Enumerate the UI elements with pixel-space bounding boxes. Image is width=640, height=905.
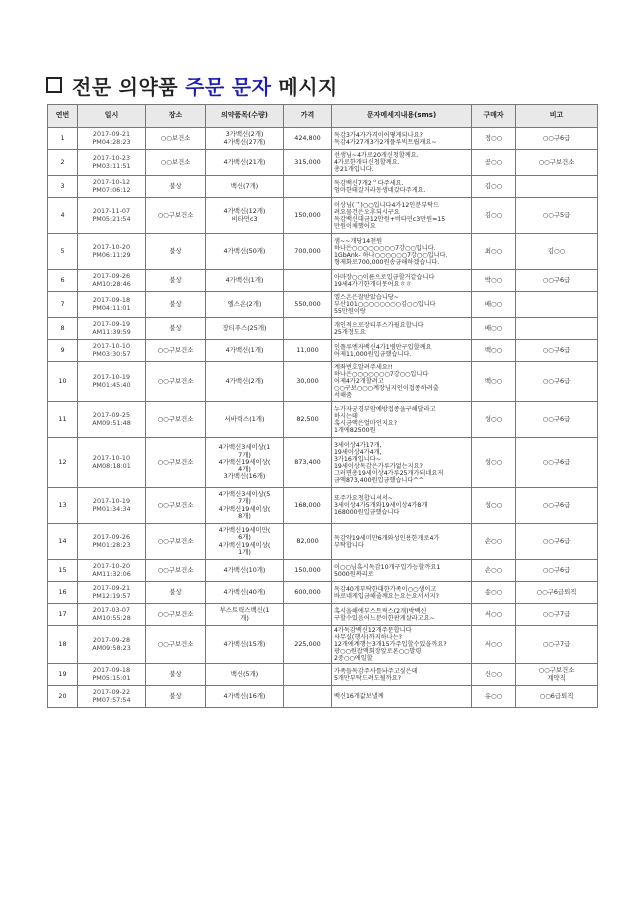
cell-message: 엘스온은잘받았습니당~ 부산101○○○○○○○○김○○입니다 55만원이랑: [332, 292, 472, 318]
table-row: [48, 664, 598, 686]
cell-no: 17: [48, 604, 78, 626]
cell-note: 김○○: [516, 234, 598, 270]
cell-price: 315,000: [284, 150, 332, 176]
table-row: [48, 560, 598, 582]
cell-no: 1: [48, 128, 78, 150]
cell-buyer: 공○○: [472, 150, 516, 176]
cell-place: ○○구보건소: [146, 438, 206, 488]
cell-place: 불상: [146, 664, 206, 686]
cell-place: ○○구보건소: [146, 560, 206, 582]
cell-note: ○○구보건소 계약직: [516, 664, 598, 686]
cell-note: ○○구5급: [516, 198, 598, 234]
cell-note: ○○구6급: [516, 524, 598, 560]
cell-no: 19: [48, 664, 78, 686]
cell-buyer: 김○○: [472, 198, 516, 234]
cell-place: ○○구보건소: [146, 626, 206, 664]
title-word-5: 메시지: [278, 74, 338, 99]
cell-item: 4가백신3세이상(1 7개) 4가백신19세이상( 4개) 3가백신(16개): [206, 438, 284, 488]
cell-no: 5: [48, 234, 78, 270]
table-row: [48, 198, 598, 234]
cell-item: 4가백신(10개): [206, 560, 284, 582]
cell-no: 6: [48, 270, 78, 292]
cell-item: 4가백신(40개): [206, 582, 284, 604]
cell-no: 12: [48, 438, 78, 488]
col-header-buyer: 구매자: [472, 105, 516, 128]
cell-no: 9: [48, 340, 78, 362]
cell-note: ○○구6급: [516, 402, 598, 438]
cell-note: ○○구6급: [516, 340, 598, 362]
cell-datetime: 2017-09-25 AM09:51:48: [78, 402, 146, 438]
cell-datetime: 2017-09-19 AM11:39:59: [78, 318, 146, 340]
cell-message: 독감40개부탁한대한가족이○○생이고 바로네게입금해줄께요는요는요서서지?: [332, 582, 472, 604]
cell-message: 아마장○○이름으로입금할거같습니다 19세4가기한개더못어요ㅎㅎ: [332, 270, 472, 292]
cell-no: 4: [48, 198, 78, 234]
cell-datetime: 2017-10-12 PM07:06:12: [78, 176, 146, 198]
cell-price: [284, 318, 332, 340]
cell-price: 150,000: [284, 560, 332, 582]
cell-price: 225,000: [284, 626, 332, 664]
checkbox-square-icon: [46, 77, 62, 93]
cell-message: 계좌번호알려주세요!! 하나은○○○○○○○7강○○입니다 어제4가2개할려고 ○○구보○○○계장님지인이접종하려출 서해줌: [332, 362, 472, 402]
cell-place: ○○구보건소: [146, 524, 206, 560]
cell-buyer: 백○○: [472, 362, 516, 402]
title-word-3: 주문: [185, 74, 225, 99]
table-row: [48, 340, 598, 362]
cell-datetime: 2017-10-19 PM01:45:40: [78, 362, 146, 402]
cell-place: ○○구보건소: [146, 198, 206, 234]
cell-datetime: 2017-09-21 PM12:19:57: [78, 582, 146, 604]
cell-buyer: 유○○: [472, 686, 516, 708]
cell-no: 10: [48, 362, 78, 402]
cell-note: ○○구6급: [516, 362, 598, 402]
table-row: [48, 488, 598, 524]
cell-message: 혹시올해에부스트릭스(2개)박백신 구할수있음어느분이한판게살라고요~: [332, 604, 472, 626]
table-row: [48, 438, 598, 488]
cell-note: [516, 318, 598, 340]
col-header-message: 문자메세지내용(sms): [332, 105, 472, 128]
cell-price: [284, 664, 332, 686]
cell-note: ○○구6급: [516, 270, 598, 292]
cell-message: 개인적으로장티푸스가필요합니다 25개정도요: [332, 318, 472, 340]
cell-datetime: 2017-10-20 AM11:32:06: [78, 560, 146, 582]
table-row: [48, 626, 598, 664]
cell-note: ○○구6급: [516, 438, 598, 488]
table-row: [48, 176, 598, 198]
cell-buyer: 박○○: [472, 270, 516, 292]
cell-buyer: 백○○: [472, 340, 516, 362]
cell-note: ○○구7급: [516, 604, 598, 626]
cell-price: 600,000: [284, 582, 332, 604]
cell-no: 18: [48, 626, 78, 664]
cell-price: [284, 686, 332, 708]
cell-no: 20: [48, 686, 78, 708]
cell-note: [516, 292, 598, 318]
cell-no: 15: [48, 560, 78, 582]
col-header-price: 가격: [284, 105, 332, 128]
cell-place: ○○구보건소: [146, 402, 206, 438]
cell-buyer: 김○○: [472, 176, 516, 198]
title-word-1: 전문: [72, 74, 112, 99]
cell-no: 3: [48, 176, 78, 198]
cell-place: 불상: [146, 318, 206, 340]
col-header-item: 의약품목(수량): [206, 105, 284, 128]
cell-note: ○○구6급: [516, 128, 598, 150]
cell-place: 불상: [146, 582, 206, 604]
table-row: [48, 524, 598, 560]
table-row: [48, 362, 598, 402]
cell-item: 4가백신(1개): [206, 340, 284, 362]
cell-item: 4가백신(2개): [206, 362, 284, 402]
cell-price: 873,400: [284, 438, 332, 488]
table-row: [48, 604, 598, 626]
cell-item: 4가백신(50개): [206, 234, 284, 270]
cell-place: 불상: [146, 270, 206, 292]
cell-place: 불상: [146, 176, 206, 198]
cell-no: 2: [48, 150, 78, 176]
cell-price: 550,000: [284, 292, 332, 318]
col-header-place: 장소: [146, 105, 206, 128]
cell-place: ○○보건소: [146, 128, 206, 150]
cell-buyer: 배○○: [472, 318, 516, 340]
cell-no: 14: [48, 524, 78, 560]
cell-datetime: 2017-11-07 PM05:21:54: [78, 198, 146, 234]
col-header-no: 연번: [48, 105, 78, 128]
cell-message: 3세이상4가17개, 19세이상4가4개, 3가16개입니다~ 19세이상독감은가루가없는지요? 그러면총19세이상4가루25개가되네요저 금액873,400원입금했습니다^^: [332, 438, 472, 488]
cell-datetime: 2017-10-20 PM06:11:29: [78, 234, 146, 270]
cell-note: ○○구6급퇴직: [516, 582, 598, 604]
cell-message: 인플루엔자백신4가1병만구입할께요 어제11,000원입금했습니다.: [332, 340, 472, 362]
cell-message: 독감3가4가가격이어떻게되나요? 독감4가27개3가2개플루빅트립게요~: [332, 128, 472, 150]
cell-message: 이상님(ᄀ)○○입니다4가12인분부탁드 려요물건은오후되시구요 독감백신대금12만원+비타민c3만원=15 만원이체했어요: [332, 198, 472, 234]
cell-buyer: 서○○: [472, 604, 516, 626]
table-row: [48, 128, 598, 150]
cell-item: 4가백신(16개): [206, 686, 284, 708]
cell-buyer: 배○○: [472, 292, 516, 318]
cell-place: ○○구보건소: [146, 362, 206, 402]
cell-price: 82,500: [284, 402, 332, 438]
cell-item: 서바릭스(1개): [206, 402, 284, 438]
cell-item: 백신(7개): [206, 176, 284, 198]
cell-item: 4가백신19세미만( 6개) 4가백신19세이상( 1개): [206, 524, 284, 560]
cell-buyer: 신○○: [472, 664, 516, 686]
cell-message: 독감백신7개2ᄋ다주세요. 엄마한테갈거라동생네갔다주게요.: [332, 176, 472, 198]
title-word-4: 문자: [231, 74, 272, 99]
cell-price: 168,000: [284, 488, 332, 524]
cell-buyer: 정○○: [472, 128, 516, 150]
cell-no: 7: [48, 292, 78, 318]
cell-datetime: 2017-09-22 PM07:57:54: [78, 686, 146, 708]
cell-no: 13: [48, 488, 78, 524]
col-header-note: 비고: [516, 105, 598, 128]
cell-place: ○○구보건소: [146, 604, 206, 626]
cell-note: [516, 176, 598, 198]
cell-buyer: 성○○: [472, 402, 516, 438]
table-row: [48, 582, 598, 604]
cell-buyer: 성○○: [472, 438, 516, 488]
cell-place: ○○구보건소: [146, 488, 206, 524]
cell-no: 16: [48, 582, 78, 604]
cell-price: [284, 604, 332, 626]
table-row: [48, 318, 598, 340]
cell-buyer: 손○○: [472, 560, 516, 582]
cell-datetime: 2017-09-21 PM04:28:23: [78, 128, 146, 150]
cell-datetime: 2017-09-26 PM01:28:23: [78, 524, 146, 560]
page-title: [46, 70, 345, 100]
cell-buyer: 서○○: [472, 626, 516, 664]
table-row: [48, 150, 598, 176]
table-header-row: [48, 105, 598, 128]
cell-item: 장티푸스(25개): [206, 318, 284, 340]
cell-note: ○○구7급: [516, 626, 598, 664]
cell-price: [284, 270, 332, 292]
table-row: [48, 402, 598, 438]
cell-message: 4가독감백신12개주문합니다 사무실(행사)까지하나는? 12개에계행는3개15가주입할수있을까요? 광○○원잡액회장앞로론○○발령 2중○○에일할: [332, 626, 472, 664]
table-row: [48, 686, 598, 708]
cell-buyer: 최○○: [472, 234, 516, 270]
cell-no: 11: [48, 402, 78, 438]
table-row: [48, 234, 598, 270]
cell-datetime: 2017-09-18 PM05:15:01: [78, 664, 146, 686]
cell-datetime: 2017-10-10 PM03:30:57: [78, 340, 146, 362]
cell-place: ○○보건소: [146, 150, 206, 176]
cell-message: 이○○님혹시독감10개구입가능할까요1 5000원짜리로: [332, 560, 472, 582]
cell-message: 샘~~개당14천원 하나은○○○○○○○○7강○○입니다. 1GbAnk- 하나○○○○○○7강○○입니다. 형제화로700,000원송금해하겠습니다.: [332, 234, 472, 270]
cell-item: 3가백신(2개) 4가백신(27개): [206, 128, 284, 150]
cell-item: 부스트릭스백신(1 개): [206, 604, 284, 626]
cell-message: 또주가요청합니셔서~ 3세이상4가5개와19세이상4가8개 168000원입금했습니다: [332, 488, 472, 524]
cell-no: 8: [48, 318, 78, 340]
cell-message: 선생님~4가로20개신청할께요. 4가로한개더신청할께요. 총21개입니다.: [332, 150, 472, 176]
order-message-table: [47, 104, 598, 708]
cell-datetime: 2017-03-07 AM10:55:28: [78, 604, 146, 626]
cell-item: 엘스온(2개): [206, 292, 284, 318]
cell-buyer: 성○○: [472, 488, 516, 524]
cell-message: 가족들독감주사를놔주고싶은데 5개만부탁드려도될까요?: [332, 664, 472, 686]
col-header-datetime: 일시: [78, 105, 146, 128]
cell-item: 백신(5개): [206, 664, 284, 686]
cell-datetime: 2017-09-26 AM10:28:46: [78, 270, 146, 292]
cell-price: 424,800: [284, 128, 332, 150]
cell-note: ○○구6급: [516, 560, 598, 582]
cell-note: ○○구6급: [516, 488, 598, 524]
cell-item: 4가백신(1개): [206, 270, 284, 292]
cell-datetime: 2017-09-18 PM04:11:01: [78, 292, 146, 318]
cell-price: 150,000: [284, 198, 332, 234]
cell-note: ○○구보건소: [516, 150, 598, 176]
table-row: [48, 270, 598, 292]
cell-message: 누가자궁경부암예방접종을구해달라고 하시는데 혹시금액은얼마인지요? 1개에82500원: [332, 402, 472, 438]
cell-price: 700,000: [284, 234, 332, 270]
cell-item: 4가백신3세이상(5 7개) 4가백신19세이상( 8개): [206, 488, 284, 524]
cell-price: [284, 176, 332, 198]
cell-item: 4가백신(21개): [206, 150, 284, 176]
cell-item: 4가백신(15개): [206, 626, 284, 664]
cell-buyer: 송○○: [472, 582, 516, 604]
cell-buyer: 손○○: [472, 524, 516, 560]
cell-datetime: 2017-10-10 AM08:18:01: [78, 438, 146, 488]
cell-note: ○○6급퇴직: [516, 686, 598, 708]
cell-datetime: 2017-09-28 AM09:58:23: [78, 626, 146, 664]
cell-message: 백신16개값보낼께: [332, 686, 472, 708]
cell-place: ○○구보건소: [146, 340, 206, 362]
title-word-2: 의약품: [118, 74, 179, 99]
cell-message: 독감약19세미만6개와성인용한개로4가 부탁합니다: [332, 524, 472, 560]
cell-price: 82,000: [284, 524, 332, 560]
cell-datetime: 2017-10-19 PM01:34:34: [78, 488, 146, 524]
cell-datetime: 2017-10-23 PM03:11:51: [78, 150, 146, 176]
cell-item: 4가백신(12개) 비타민c3: [206, 198, 284, 234]
cell-place: 불상: [146, 292, 206, 318]
cell-place: 불상: [146, 234, 206, 270]
cell-place: 불상: [146, 686, 206, 708]
table-row: [48, 292, 598, 318]
cell-price: 11,000: [284, 340, 332, 362]
cell-price: 30,000: [284, 362, 332, 402]
